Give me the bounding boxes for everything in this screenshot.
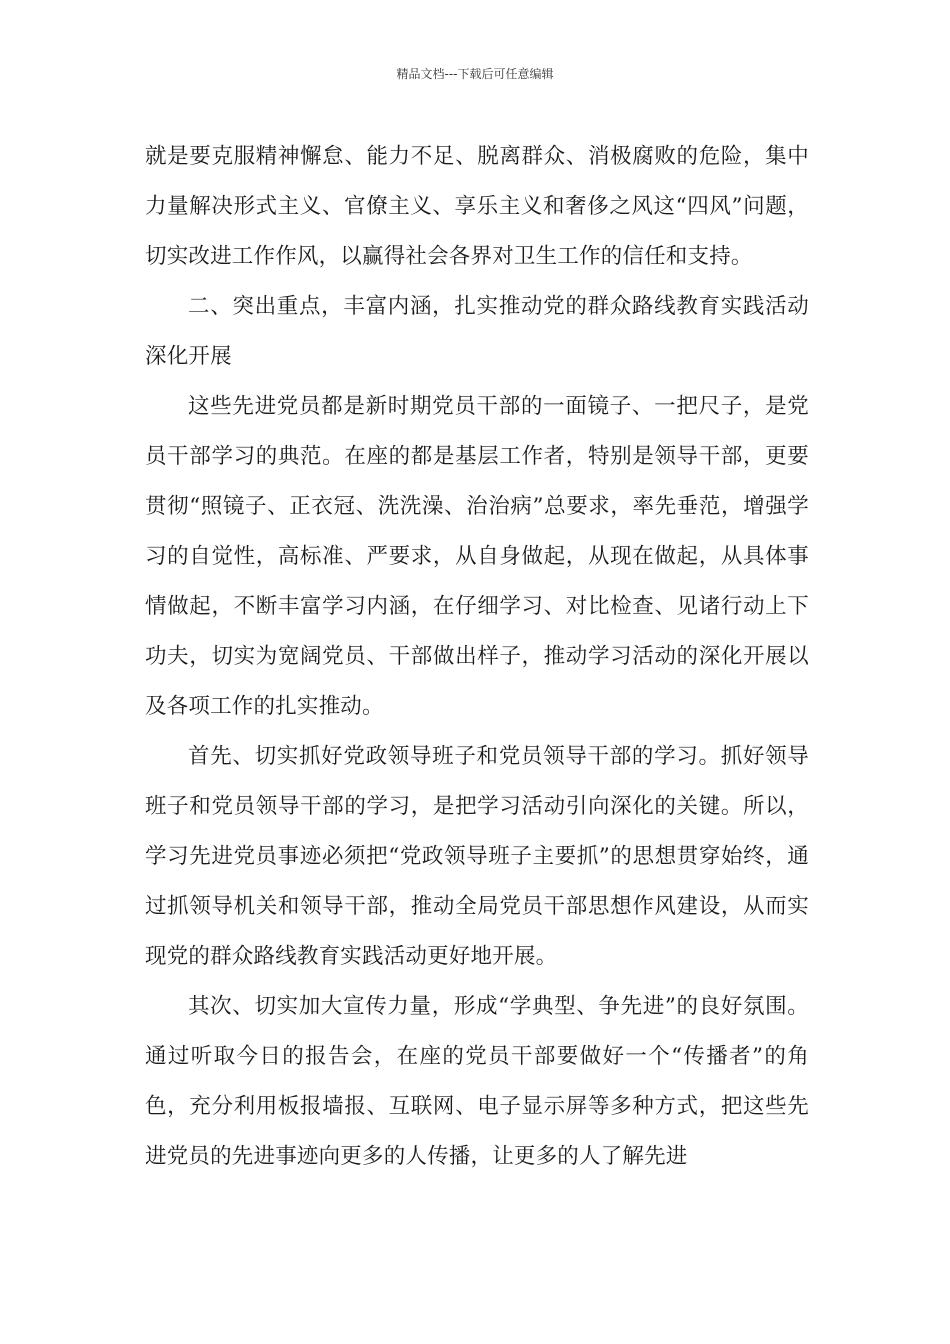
paragraph-3: 首先、切实抓好党政领导班子和党员领导干部的学习。抓好领导班子和党员领导干部的学习，是把学习活动引向深化的关键。所以，学习先进党员事迹必须把“党政领导班子主要抓”的思想贯穿始终，通过抓领导机关和领导干部，推动全局党员干部思想作风建设，从而实现党的群众路线教育实践活动更好地开展。 (145, 744, 809, 969)
paragraph-2: 这些先进党员都是新时期党员干部的一面镜子、一把尺子，是党员干部学习的典范。在座的都是基层工作者，特别是领导干部，更要贯彻“照镜子、正衣冠、洗洗澡、治治病”总要求，率先垂范，增强学习的自觉性，高标准、严要求，从自身做起，从现在做起，从具体事情做起，不断丰富学习内涵，在仔细学习、对比检查、见诸行动上下功夫，切实为宽阔党员、干部做出样子，推动学习活动的深化开展以及各项工作的扎实推动。 (145, 394, 809, 719)
document-body (145, 132, 809, 1182)
page-header: 精品文档---下载后可任意编辑 (396, 67, 554, 81)
section-heading: 二、突出重点，丰富内涵，扎实推动党的群众路线教育实践活动深化开展 (145, 294, 809, 369)
paragraph-4: 其次、切实加大宣传力量，形成“学典型、争先进”的良好氛围。通过听取今日的报告会，在座的党员干部要做好一个“传播者”的角色，充分利用板报墙报、互联网、电子显示屏等多种方式，把这些先进党员的先进事迹向更多的人传播，让更多的人了解先进 (145, 994, 809, 1169)
paragraph-1: 就是要克服精神懈怠、能力不足、脱离群众、消极腐败的危险，集中力量解决形式主义、官僚主义、享乐主义和奢侈之风这“四风”问题，切实改进工作作风，以赢得社会各界对卫生工作的信任和支持。 (145, 144, 809, 269)
